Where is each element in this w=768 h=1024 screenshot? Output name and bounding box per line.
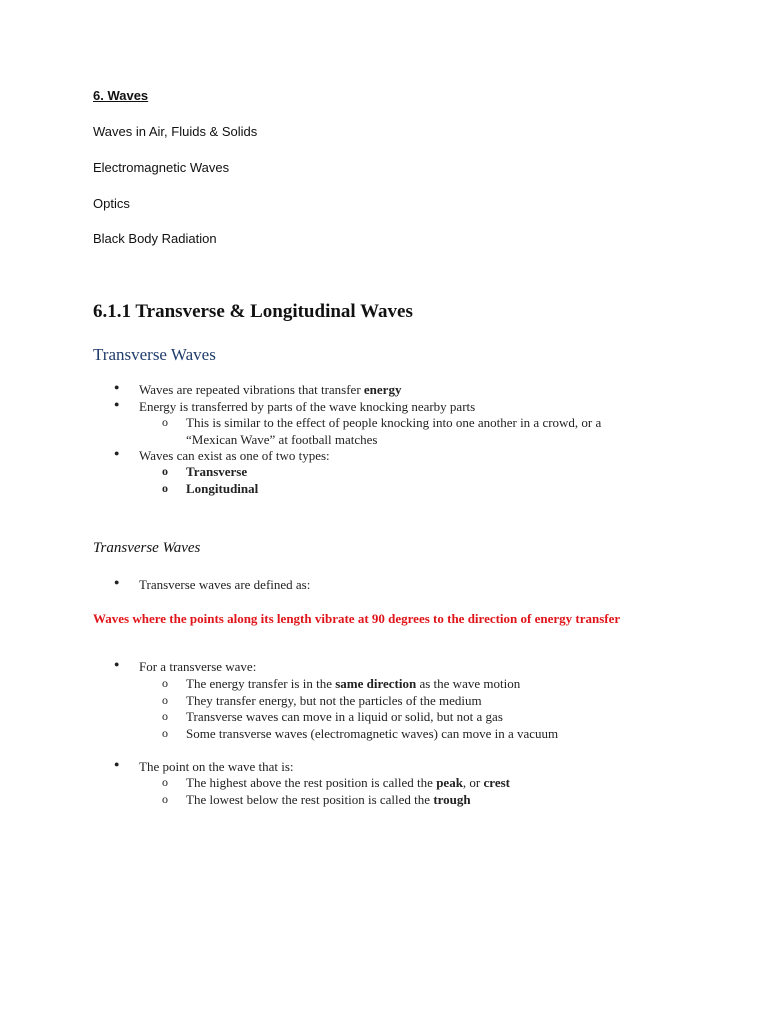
bullet-marker: ● (114, 659, 120, 669)
sub-list-item-text: They transfer energy, but not the particles of the medium (186, 693, 482, 708)
list-item-text: The point on the wave that is: (139, 759, 294, 774)
sub-list-item-text (186, 676, 520, 692)
sub-bullet-marker: o (162, 709, 168, 723)
sub-bullet-marker: o (162, 464, 168, 478)
sub-list-item-text (186, 775, 510, 791)
definition-text: Waves where the points along its length vibrate at 90 degrees to the direction of energy transfer (93, 611, 621, 626)
sub-bullet-marker: o (162, 726, 168, 740)
text: The highest above the rest position is called the (186, 775, 437, 790)
bold-text: crest (483, 775, 510, 790)
sub-list-item-text: This is similar to the effect of people knocking into one another in a crowd, or a (186, 415, 602, 430)
bullet-marker: ● (114, 399, 120, 409)
toc-item-black-body: Black Body Radiation (93, 231, 217, 246)
list-item-text: Waves can exist as one of two types: (139, 448, 330, 463)
toc-item-waves-in-air: Waves in Air, Fluids & Solids (93, 124, 258, 139)
sub-bullet-marker: o (162, 693, 168, 707)
bold-text: trough (433, 792, 471, 807)
text: , or (462, 775, 484, 790)
list-item-text (139, 382, 401, 398)
sub-bullet-marker: o (162, 676, 168, 690)
sub-list-item-text: Longitudinal (186, 481, 259, 496)
bold-text: same direction (335, 676, 417, 691)
sub-list-item-text: Transverse (186, 464, 248, 479)
text: The lowest below the rest position is called the (186, 792, 434, 807)
subheading-transverse: Transverse Waves (93, 345, 216, 364)
sub-bullet-marker: o (162, 792, 168, 806)
sub-list-item-text: Some transverse waves (electromagnetic waves) can move in a vacuum (186, 726, 559, 741)
sub-bullet-marker: o (162, 415, 168, 429)
list-item-text: Energy is transferred by parts of the wave knocking nearby parts (139, 399, 476, 414)
text: The energy transfer is in the (186, 676, 336, 691)
toc-item-electromagnetic: Electromagnetic Waves (93, 160, 230, 175)
subheading-transverse-italic: Transverse Waves (93, 540, 201, 556)
list-item-text: For a transverse wave: (139, 659, 257, 674)
bold-text: peak (436, 775, 463, 790)
bold-text: energy (363, 382, 402, 397)
section-heading: 6.1.1 Transverse & Longitudinal Waves (93, 301, 413, 322)
text: as the wave motion (416, 676, 521, 691)
toc-item-optics: Optics (93, 196, 130, 211)
bullet-marker: ● (114, 759, 120, 769)
toc-title: 6. Waves (93, 88, 149, 103)
sub-list-item-text: “Mexican Wave” at football matches (186, 432, 378, 447)
text: Waves are repeated vibrations that transfer (139, 382, 364, 397)
sub-list-item-text (186, 792, 471, 808)
bullet-marker: ● (114, 448, 120, 458)
list-item-text: Transverse waves are defined as: (139, 577, 311, 592)
sub-bullet-marker: o (162, 481, 168, 495)
sub-bullet-marker: o (162, 775, 168, 789)
sub-list-item-text: Transverse waves can move in a liquid or solid, but not a gas (186, 709, 503, 724)
bullet-marker: ● (114, 382, 120, 392)
bullet-marker: ● (114, 577, 120, 587)
